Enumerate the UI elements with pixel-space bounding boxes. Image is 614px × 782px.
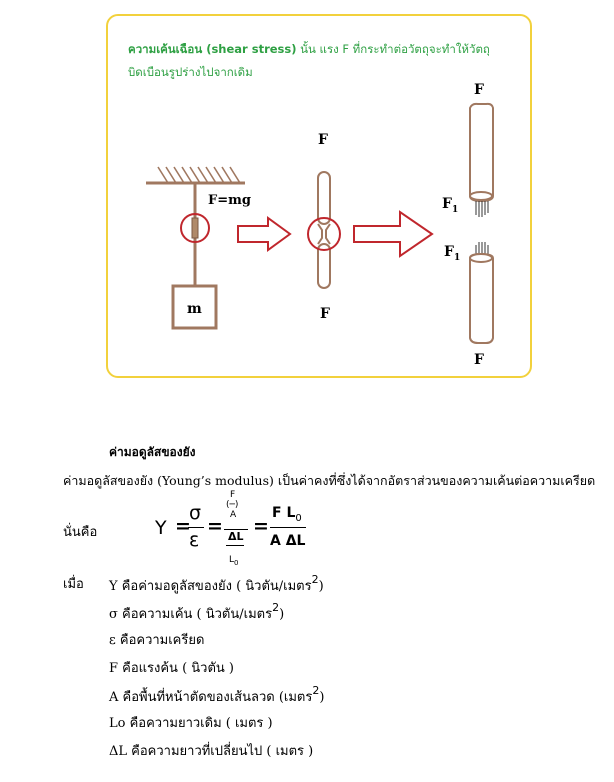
formula-eq-3: =	[253, 515, 269, 537]
label-mass: m	[187, 301, 202, 317]
formula-eq-2: =	[207, 515, 223, 537]
definition-item: Lo คือความยาวเดิม ( เมตร )	[109, 716, 273, 731]
stack-paren: (─)	[226, 500, 239, 510]
fraction-bar-3	[226, 545, 244, 546]
that-is-label: นั่นคือ	[63, 525, 98, 540]
rod-neck	[318, 224, 330, 244]
wire-section	[192, 218, 198, 238]
caption-text: นั้น แรง F ที่กระทำต่อวัตถุจะทำให้วัตถุบิดเบือนรูปร่างไปจากเดิม	[128, 42, 490, 79]
stack-a: A	[230, 510, 237, 520]
upper-piece-end	[470, 192, 492, 200]
label-force-bottom-rod: F	[320, 306, 330, 322]
section-intro: ค่ามอดูลัสของยัง (Young’s modulus) เป็นค่าคงที่ซึ่งได้จากอัตราส่วนของความเค้นต่อความเครียด	[63, 473, 596, 488]
label-f1-upper: $F_1$	[442, 196, 459, 215]
stack-l0: $L_0$	[229, 555, 239, 567]
formula-epsilon: ε	[189, 529, 200, 551]
rhs-numerator: F $L_0$	[272, 505, 302, 524]
upper-piece	[470, 104, 493, 201]
label-f1-lower: $F_1$	[444, 244, 461, 263]
definition-item: ε คือความเครียด	[109, 633, 205, 648]
stack-f: F	[230, 490, 236, 500]
definition-item: Y คือค่ามอดูลัสของยัง ( นิวตัน/เมตร$^2$)	[109, 573, 324, 594]
fraction-bar-4	[270, 527, 306, 528]
lower-piece	[470, 254, 493, 343]
stack-delta-l: ΔL	[228, 530, 244, 543]
hollow-arrow-2	[354, 212, 432, 256]
definition-item: σ คือความเค้น ( นิวตัน/เมตร$^2$)	[109, 601, 285, 622]
label-f-mg: F=mg	[208, 193, 251, 208]
label-force-top-right: F	[474, 82, 484, 98]
upper-shear-marks	[476, 201, 488, 217]
label-force-top-rod: F	[318, 132, 328, 148]
formula-sigma: σ	[189, 502, 202, 524]
rod-upper	[318, 172, 330, 224]
caption-term: ความเค้นเฉือน (shear stress)	[128, 42, 297, 56]
definition-item: A คือพื้นที่หน้าตัดของเส้นลวด (เมตร$^2$)	[109, 684, 325, 705]
definition-item: F คือแรงค้น ( นิวตัน )	[109, 661, 235, 676]
rhs-denominator: A ΔL	[270, 533, 306, 549]
definition-item: ΔL คือความยาวที่เปลี่ยนไป ( เมตร )	[109, 744, 314, 759]
formula-eq-1: =	[175, 515, 191, 537]
ceiling-support	[146, 167, 245, 183]
formula-y: Y	[155, 517, 167, 539]
section-heading: ค่ามอดูลัสของยัง	[109, 445, 196, 459]
hollow-arrow-1	[238, 218, 290, 250]
lower-piece-end	[470, 254, 492, 262]
where-label: เมื่อ	[63, 577, 84, 592]
fraction-bar-1	[188, 527, 204, 528]
label-force-bottom-right: F	[474, 352, 484, 368]
